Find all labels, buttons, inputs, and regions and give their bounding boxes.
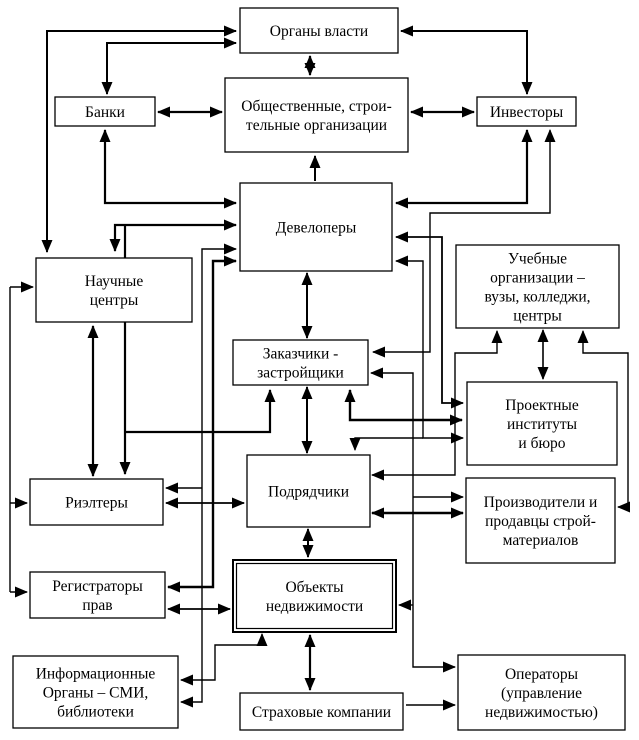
node-registratory-line-1: прав — [82, 597, 113, 614]
node-proektnye-line-0: Проектные — [505, 397, 579, 414]
node-investory — [477, 97, 576, 126]
edge-nauchnye--organy — [47, 31, 236, 252]
edge-banki--developery — [105, 130, 236, 203]
node-proektnye — [467, 382, 617, 465]
node-strahovye-line-0: Страховые компании — [251, 704, 392, 721]
node-obekty-inner-border — [237, 564, 393, 629]
node-banki — [55, 97, 155, 126]
node-investory-label — [490, 104, 564, 121]
edge-zakazchiki--proektnye — [350, 390, 462, 420]
node-zakazchiki-line-0: Заказчики - — [262, 345, 339, 363]
node-investory-line-0: Инвесторы — [489, 104, 564, 121]
node-uchebnye-line-0: Учебные — [507, 250, 568, 268]
edge-banki--organy — [107, 43, 236, 94]
node-uchebnye — [456, 245, 619, 328]
node-operatory — [458, 655, 625, 730]
node-operatory-line-2: недвижимостью) — [485, 704, 598, 721]
node-nauchnye-tsentry-line-1: центры — [89, 292, 139, 309]
node-obshchestvennye-line-0: Общественные, строи- — [241, 98, 392, 115]
node-obshchestvennye-line-1: тельные организации — [245, 117, 388, 134]
node-uchebnye-line-2: вузы, колледжи, — [484, 288, 591, 306]
node-zakazchiki-line-1: застройщики — [257, 364, 344, 382]
node-obekty — [233, 560, 396, 632]
node-operatory-line-0: Операторы — [504, 666, 579, 683]
node-zakazchiki — [233, 340, 368, 385]
node-proizvoditeli-line-0: Производители и — [483, 494, 598, 511]
node-rieltery — [30, 479, 163, 525]
node-informatsionnye — [13, 656, 178, 728]
node-obshchestvennye-border — [225, 78, 408, 152]
node-proizvoditeli-line-1: продавцы строй- — [485, 513, 596, 530]
node-podryadchiki-line-0: Подрядчики — [267, 483, 350, 501]
node-obshchestvennye — [225, 78, 408, 152]
node-rieltery-label — [65, 495, 128, 512]
node-proizvoditeli — [466, 478, 615, 563]
node-informatsionnye-line-2: библиотеки — [57, 703, 134, 721]
node-strahovye-label — [252, 704, 391, 721]
node-organy-vlasti-label — [270, 23, 368, 40]
node-obekty-line-1: недвижимости — [265, 598, 364, 615]
node-informatsionnye-line-0: Информационные — [35, 665, 156, 683]
nodes-layer — [13, 8, 625, 730]
node-organy-vlasti-line-0: Органы власти — [269, 23, 369, 40]
edge-organy--investory — [401, 31, 527, 94]
node-developery — [240, 183, 392, 271]
node-uchebnye-line-1: организации – — [490, 269, 585, 287]
node-operatory-line-1: (управление — [500, 685, 583, 702]
node-obekty-line-0: Объекты — [285, 579, 344, 596]
node-developery-label — [276, 220, 357, 237]
node-nauchnye-tsentry — [36, 258, 192, 322]
edge-nauchnye--developery — [115, 225, 236, 251]
node-proizvoditeli-line-2: материалов — [502, 532, 579, 549]
node-banki-label — [85, 104, 125, 121]
edge-obekty--informatsionnye — [181, 634, 262, 680]
node-nauchnye-tsentry-border — [36, 258, 192, 322]
edge-developery--investory — [396, 130, 527, 203]
node-uchebnye-line-3: центры — [513, 307, 562, 325]
node-proektnye-line-1: институты — [506, 416, 578, 433]
node-rieltery-line-0: Риэлтеры — [65, 494, 128, 512]
node-proektnye-line-2: и бюро — [518, 435, 566, 452]
node-registratory-line-0: Регистраторы — [52, 578, 143, 595]
node-banki-line-0: Банки — [85, 104, 125, 121]
node-developery-line-0: Девелоперы — [275, 219, 357, 237]
node-podryadchiki-label — [268, 484, 349, 501]
node-podryadchiki — [247, 455, 370, 527]
node-informatsionnye-line-1: Органы – СМИ, — [42, 684, 149, 702]
node-registratory — [30, 572, 165, 618]
node-strahovye — [240, 693, 403, 730]
edge-rieltery--zakazchiki — [125, 390, 270, 432]
node-nauchnye-tsentry-line-0: Научные — [84, 273, 144, 290]
node-organy-vlasti — [240, 8, 398, 53]
